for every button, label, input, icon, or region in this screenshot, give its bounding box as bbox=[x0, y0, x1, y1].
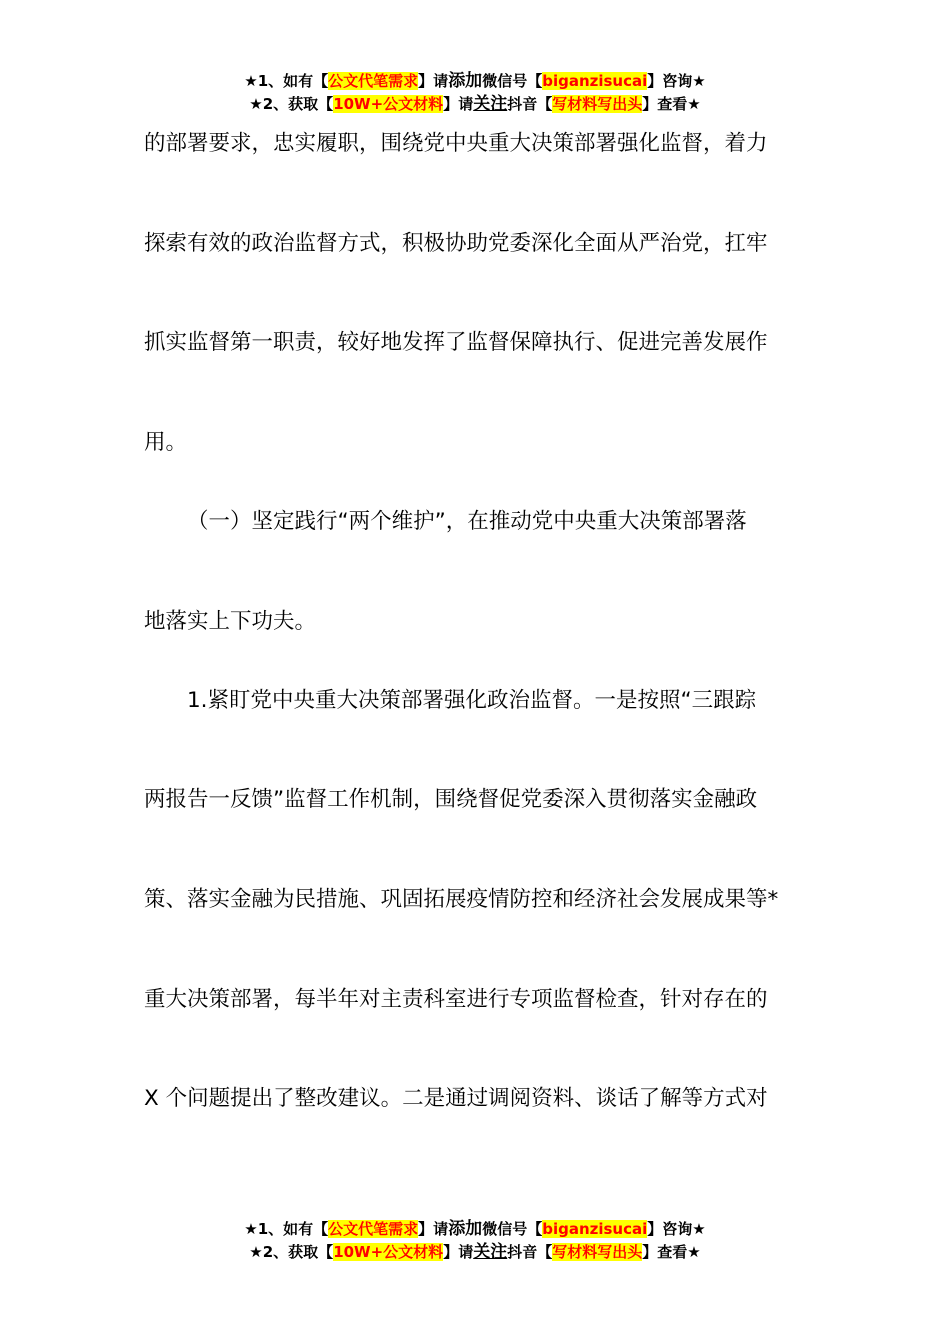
banner-line-2: ★2、获取【10W+公文材料】请关注抖音【写材料写出头】查看★ bbox=[249, 94, 701, 114]
highlight-douyin: 写材料写出头 bbox=[552, 95, 643, 113]
body-line: 用。 bbox=[144, 430, 188, 455]
highlight-service: 公文代笔需求 bbox=[328, 1220, 419, 1238]
body-line: 两报告一反馈”监督工作机制，围绕督促党委深入贯彻落实金融政 bbox=[144, 787, 758, 812]
body-line: 重大决策部署，每半年对主责科室进行专项监督检查，针对存在的 bbox=[144, 987, 768, 1012]
highlight-materials: 10W+公文材料 bbox=[333, 95, 444, 113]
footer-banner bbox=[0, 1218, 950, 1264]
body-line: 的部署要求，忠实履职，围绕党中央重大决策部署强化监督，着力 bbox=[144, 131, 768, 156]
banner-line-2: ★2、获取【10W+公文材料】请关注抖音【写材料写出头】查看★ bbox=[249, 1242, 701, 1262]
header-banner bbox=[0, 70, 950, 116]
banner-line-1: ★1、如有【公文代笔需求】请添加微信号【biganzisucai】咨询★ bbox=[244, 1219, 706, 1239]
highlight-service: 公文代笔需求 bbox=[328, 72, 419, 90]
highlight-douyin: 写材料写出头 bbox=[552, 1243, 643, 1261]
body-line: 地落实上下功夫。 bbox=[144, 609, 317, 634]
body-line: 抓实监督第一职责，较好地发挥了监督保障执行、促进完善发展作 bbox=[144, 330, 768, 355]
highlight-wechat-id: biganzisucai bbox=[542, 72, 648, 90]
highlight-wechat-id: biganzisucai bbox=[542, 1220, 648, 1238]
banner-line-1: ★1、如有【公文代笔需求】请添加微信号【biganzisucai】咨询★ bbox=[244, 71, 706, 91]
body-line: X 个问题提出了整改建议。二是通过调阅资料、谈话了解等方式对 bbox=[144, 1086, 768, 1111]
highlight-materials: 10W+公文材料 bbox=[333, 1243, 444, 1261]
body-line: 探索有效的政治监督方式，积极协助党委深化全面从严治党，扛牢 bbox=[144, 231, 768, 256]
subsection-heading: 1.紧盯党中央重大决策部署强化政治监督。一是按照“三跟踪 bbox=[187, 688, 757, 713]
body-line: 策、落实金融为民措施、巩固拓展疫情防控和经济社会发展成果等* bbox=[144, 887, 779, 912]
section-heading: （一）坚定践行“两个维护”，在推动党中央重大决策部署落 bbox=[187, 509, 747, 534]
